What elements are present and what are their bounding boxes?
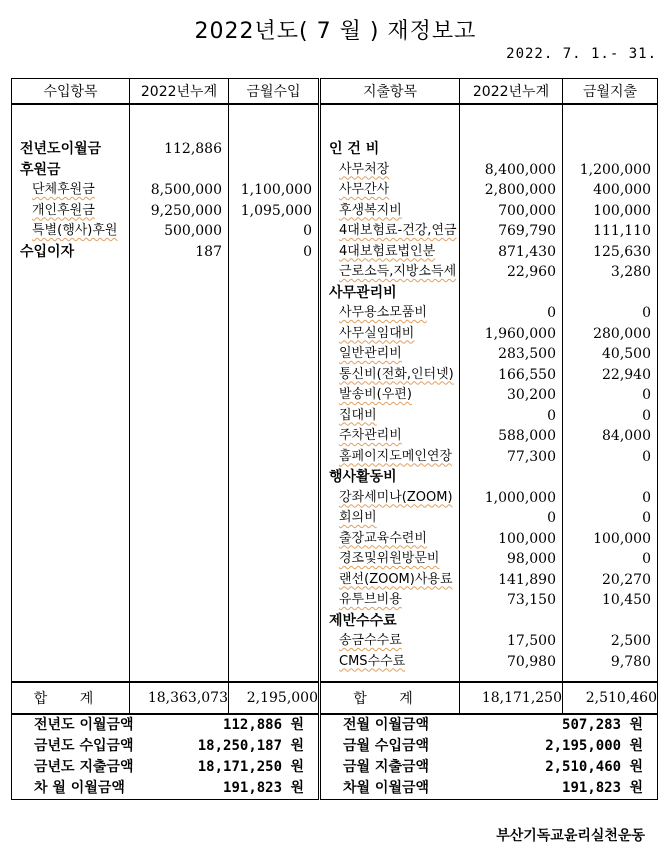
expense-item-text: CMS수수료 — [339, 653, 406, 669]
income-cumulative-header: 2022년누계 — [130, 79, 229, 105]
expense-item-cumulative — [460, 283, 562, 304]
expense-month-values — [563, 104, 658, 682]
summary-year-label: 금년도 지출금액 — [34, 759, 134, 775]
income-item-month — [229, 139, 318, 160]
expense-item-cumulative: 871,430 — [498, 243, 556, 260]
expense-item-month: 20,270 — [602, 571, 651, 588]
expense-item-text: 후생복지비 — [339, 202, 402, 218]
expense-item-label — [321, 303, 459, 324]
expense-item-text: 통신비(전화,인터넷) — [339, 366, 454, 382]
expense-item-cumulative: 141,890 — [498, 571, 556, 588]
expense-item-cumulative: 8,400,000 — [484, 161, 556, 178]
expense-item-text: 사무간사 — [339, 182, 390, 197]
expense-item-month: 125,630 — [593, 243, 651, 260]
expense-item-text: 회의비 — [339, 510, 377, 525]
expense-item-month — [563, 611, 657, 632]
summary-year-line — [12, 757, 318, 778]
summary-year-value: 18,171,250 원 — [197, 759, 304, 775]
expense-item-label: 제반수수료 — [329, 612, 397, 629]
expense-item-cumulative: 77,300 — [507, 448, 556, 465]
summary-month-line — [321, 757, 657, 778]
expense-item-label — [321, 324, 459, 345]
expense-item-label — [321, 549, 459, 570]
income-item-header: 수입항목 — [12, 79, 130, 105]
expense-item-text: 일반관리비 — [339, 346, 402, 361]
summary-month-label: 전월 이월금액 — [343, 717, 430, 733]
expense-item-cumulative: 30,200 — [507, 387, 556, 403]
summary-year-line — [12, 736, 318, 757]
expense-item-text: 사무실임대비 — [339, 325, 415, 341]
expense-item-label — [321, 242, 459, 263]
expense-item-text: 집대비 — [339, 407, 377, 423]
expense-item-label — [321, 365, 459, 386]
expense-item-label: 행사활동비 — [329, 469, 397, 485]
income-item-text: 특별(행사)후원 — [32, 223, 118, 238]
expense-item-month: 280,000 — [593, 325, 651, 342]
expense-item-month: 100,000 — [593, 530, 651, 547]
summary-year-label: 금년도 수입금액 — [34, 738, 134, 754]
expense-item-month — [563, 139, 657, 160]
expense-item-month: 400,000 — [593, 182, 651, 198]
summary-year-value: 112,886 원 — [223, 717, 304, 733]
summary-year-label: 차 월 이월금액 — [34, 780, 125, 796]
income-item-cumulative: 9,250,000 — [150, 202, 222, 219]
summary-month — [320, 714, 658, 800]
income-item-month: 0 — [303, 243, 312, 260]
summary-month-line — [321, 778, 657, 799]
summary-month-value: 507,283 원 — [562, 717, 643, 733]
expense-item-cumulative: 22,960 — [507, 264, 556, 280]
expense-item-label — [321, 406, 459, 427]
expense-item-cumulative — [460, 139, 562, 160]
expense-item-month — [563, 283, 657, 304]
summary-year-line — [12, 778, 318, 799]
summary-year-value: 191,823 원 — [223, 780, 304, 796]
expense-item-label — [321, 590, 459, 611]
summary-row — [12, 714, 658, 800]
expense-item-month: 0 — [642, 387, 651, 403]
expense-item-month: 22,940 — [602, 366, 651, 383]
expense-cumulative-header: 2022년누계 — [460, 79, 563, 105]
income-item-cumulative: 500,000 — [164, 223, 222, 239]
expense-item-cumulative: 17,500 — [507, 633, 556, 649]
summary-month-value: 2,195,000 원 — [545, 738, 643, 754]
expense-item-month: 0 — [642, 407, 651, 424]
income-item-text: 단체후원금 — [32, 182, 95, 197]
expense-item-text: 홈페이지도메인연장 — [339, 448, 453, 464]
expense-item-label — [321, 344, 459, 365]
expense-item-label — [321, 262, 459, 283]
expense-item-text: 사무용소모품비 — [339, 305, 427, 320]
summary-year-line — [12, 715, 318, 736]
expense-item-label — [321, 529, 459, 550]
expense-item-cumulative: 0 — [547, 407, 556, 424]
expense-item-text: 4대보험료법인분 — [339, 243, 436, 259]
summary-month-value: 2,510,460 원 — [545, 759, 643, 775]
expense-item-cumulative: 2,800,000 — [484, 182, 556, 198]
income-item-label: 수입이자 — [20, 243, 75, 260]
expense-item-cumulative: 100,000 — [498, 530, 556, 547]
expense-item-cumulative: 1,960,000 — [484, 325, 556, 342]
expense-item-text: 주차관리비 — [339, 428, 402, 443]
income-labels — [12, 104, 130, 682]
expense-item-month — [563, 467, 657, 488]
expense-cumulative-values — [460, 104, 563, 682]
income-item-month: 1,100,000 — [240, 182, 312, 198]
expense-month-header: 금월지출 — [563, 79, 658, 105]
summary-month-value: 191,823 원 — [562, 780, 643, 796]
income-item-month: 1,095,000 — [240, 202, 312, 219]
expense-item-label — [321, 508, 459, 529]
report-title: 2022년도( 7 월 ) 재정보고 — [194, 19, 477, 44]
header-row — [12, 79, 658, 105]
summary-year-label: 전년도 이월금액 — [34, 717, 134, 733]
expense-item-label: 인 건 비 — [329, 141, 380, 157]
organization-name: 부산기독교윤리실천운동 — [496, 828, 645, 844]
report-period: 2022. 7. 1.- 31. — [506, 46, 657, 62]
income-item-cumulative: 8,500,000 — [150, 182, 222, 198]
expense-total-month: 2,510,460 — [563, 682, 658, 714]
income-total-cumulative: 18,363,073 — [130, 682, 229, 714]
income-item-label — [12, 221, 129, 242]
expense-item-cumulative: 73,150 — [507, 592, 556, 608]
summary-month-line — [321, 736, 657, 757]
expense-item-month: 2,500 — [610, 633, 651, 649]
expense-item-month: 0 — [642, 305, 651, 321]
expense-item-month: 9,780 — [610, 653, 651, 670]
expense-item-text: 출장교육수련비 — [339, 530, 427, 546]
expense-item-text: 경조및위원방문비 — [339, 551, 440, 566]
income-item-cumulative: 112,886 — [164, 141, 222, 157]
income-cumulative-values — [130, 104, 229, 682]
summary-year-value: 18,250,187 원 — [197, 738, 304, 754]
income-item-month — [229, 160, 318, 181]
expense-item-cumulative: 283,500 — [498, 346, 556, 362]
income-item-month: 0 — [303, 223, 312, 239]
expense-item-cumulative: 0 — [547, 510, 556, 526]
expense-total-cumulative: 18,171,250 — [460, 682, 563, 714]
expense-item-label: 사무관리비 — [329, 284, 397, 301]
expense-item-text: 송금수수료 — [339, 633, 402, 648]
expense-item-header: 지출항목 — [320, 79, 460, 105]
expense-item-text: 강좌세미나(ZOOM) — [339, 489, 453, 505]
income-item-cumulative: 187 — [195, 243, 222, 260]
expense-item-month: 1,200,000 — [579, 161, 651, 178]
expense-item-text: 랜선(ZOOM)사용료 — [339, 571, 453, 587]
expense-item-label — [321, 426, 459, 447]
expense-item-label — [321, 180, 459, 201]
expense-item-month: 100,000 — [593, 202, 651, 219]
expense-item-cumulative: 166,550 — [498, 366, 556, 383]
expense-item-month: 0 — [642, 551, 651, 567]
income-item-text: 개인후원금 — [32, 202, 95, 218]
expense-item-label — [321, 570, 459, 591]
expense-item-text: 유투브비용 — [339, 592, 402, 607]
income-month-header: 금월수입 — [229, 79, 320, 105]
expense-item-text: 사무처장 — [339, 161, 390, 177]
expense-item-label — [321, 652, 459, 673]
expense-item-cumulative: 0 — [547, 305, 556, 321]
expense-item-label — [321, 488, 459, 509]
expense-item-text: 근로소득,지방소득세 — [339, 264, 457, 279]
expense-labels — [320, 104, 460, 682]
income-item-label — [12, 201, 129, 222]
finance-table — [11, 78, 658, 800]
expense-item-label — [321, 160, 459, 181]
expense-item-month: 0 — [642, 448, 651, 465]
income-item-label: 후원금 — [20, 161, 61, 178]
expense-item-text: 4대보험료-건강,연금 — [339, 223, 457, 238]
expense-item-label — [321, 201, 459, 222]
body-row — [12, 104, 658, 682]
summary-month-label: 금월 수입금액 — [343, 738, 430, 754]
expense-item-label — [321, 221, 459, 242]
income-total-label: 합 계 — [12, 682, 130, 714]
expense-item-cumulative: 769,790 — [498, 223, 556, 239]
expense-item-cumulative: 700,000 — [498, 202, 556, 219]
expense-item-month: 0 — [642, 489, 651, 506]
expense-item-cumulative: 1,000,000 — [484, 489, 556, 506]
total-row — [12, 682, 658, 714]
expense-item-cumulative — [460, 611, 562, 632]
expense-item-cumulative: 588,000 — [498, 428, 556, 444]
expense-item-cumulative: 98,000 — [507, 551, 556, 567]
income-item-label — [12, 180, 129, 201]
summary-year — [12, 714, 320, 800]
expense-item-label — [321, 385, 459, 406]
summary-month-line — [321, 715, 657, 736]
expense-total-label: 합 계 — [320, 682, 460, 714]
income-item-label: 전년도이월금 — [20, 141, 102, 157]
income-total-month: 2,195,000 — [229, 682, 320, 714]
income-month-values — [229, 104, 320, 682]
expense-item-cumulative — [460, 467, 562, 488]
expense-item-month: 84,000 — [602, 428, 651, 444]
expense-item-month: 0 — [642, 510, 651, 526]
expense-item-label — [321, 631, 459, 652]
summary-month-label: 차월 이월금액 — [343, 780, 430, 796]
expense-item-label — [321, 447, 459, 468]
expense-item-cumulative: 70,980 — [507, 653, 556, 670]
summary-month-label: 금월 지출금액 — [343, 759, 430, 775]
income-item-cumulative — [130, 160, 228, 181]
expense-item-month: 3,280 — [610, 264, 651, 280]
expense-item-month: 111,110 — [593, 223, 651, 239]
expense-item-text: 발송비(우편) — [339, 387, 412, 402]
expense-item-month: 10,450 — [602, 592, 651, 608]
expense-item-month: 40,500 — [602, 346, 651, 362]
